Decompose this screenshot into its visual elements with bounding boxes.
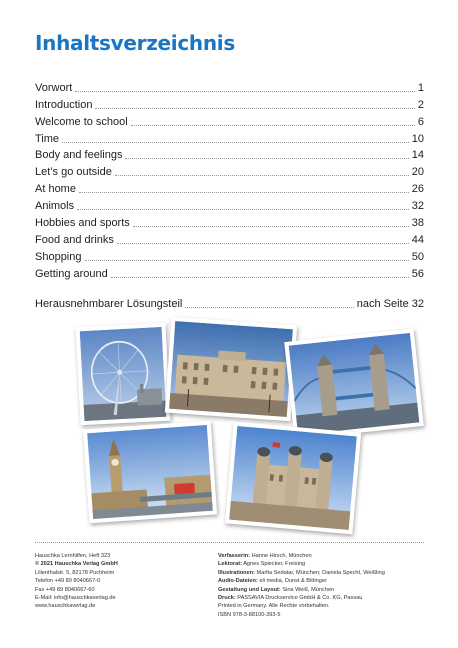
imprint-divider — [35, 542, 424, 543]
toc-row[interactable] — [35, 213, 424, 230]
tower-of-london-photo — [225, 422, 361, 535]
toc-row[interactable] — [35, 162, 424, 179]
toc-row[interactable] — [35, 146, 424, 163]
imprint-line[interactable]: E-Mail: info@hauschkaverlag.de — [35, 595, 116, 602]
toc-page: 14 — [411, 149, 424, 162]
credit-line — [218, 602, 428, 610]
imprint-line: Fax +49 89 8040667-60 — [35, 586, 95, 593]
credit-line — [218, 594, 428, 602]
toc-label: At home — [35, 183, 76, 196]
toc-page: 26 — [411, 183, 424, 196]
toc-row[interactable] — [35, 112, 424, 129]
imprint-line: Hauschka Lernhilfen, Heft 323 — [35, 553, 111, 559]
toc-label: Animols — [35, 200, 75, 213]
toc-label: Introduction — [35, 98, 93, 111]
toc-leader — [62, 141, 409, 143]
toc-row[interactable] — [35, 247, 424, 264]
credit-line — [218, 552, 428, 560]
toc-row[interactable] — [35, 264, 424, 281]
toc-leader — [125, 157, 408, 159]
credit-line — [218, 611, 428, 619]
toc-label: Time — [35, 132, 60, 145]
toc-leader — [75, 90, 415, 92]
toc-leader — [77, 208, 409, 210]
credit-value: PASSAVIA Druckservice GmbH & Co. KG, Passau — [237, 595, 363, 602]
toc-leader — [131, 124, 415, 126]
credit-value: Hanne Hirsch, München — [251, 553, 312, 559]
credit-key: Verfasserin: — [218, 553, 251, 559]
toc-row[interactable] — [35, 230, 424, 247]
credit-key: Gestaltung und Layout: — [218, 586, 281, 593]
solutions-entry — [35, 294, 424, 311]
toc-leader — [95, 107, 414, 109]
toc-label: Getting around — [35, 267, 108, 280]
toc-row[interactable] — [35, 78, 424, 95]
toc-label: Body and feelings — [35, 149, 123, 162]
tower-bridge-photo — [284, 328, 424, 439]
toc-page: 50 — [411, 250, 424, 263]
publisher-imprint — [35, 552, 205, 611]
credits-imprint — [218, 552, 428, 619]
credit-line — [218, 586, 428, 594]
imprint-line: Telefon +49 89 8040667-0 — [35, 578, 101, 585]
page-title: Inhaltsverzeichnis — [35, 31, 235, 55]
imprint-line[interactable]: www.hauschkaverlag.de — [35, 603, 96, 610]
credit-value: eli media, Dunst & Bittinger — [259, 578, 327, 585]
toc-row[interactable] — [35, 179, 424, 196]
toc-page: 20 — [411, 166, 424, 179]
toc-leader — [117, 242, 409, 244]
toc-leader — [133, 225, 409, 227]
toc-label: Vorwort — [35, 81, 73, 94]
credit-value: Agnes Spiecker, Freising — [243, 561, 306, 568]
credit-key: Audio-Dateien: — [218, 578, 258, 585]
credit-value: Printed in Germany. Alle Rechte vorbehalten. — [218, 603, 330, 610]
toc-page: 38 — [411, 217, 424, 230]
toc-row[interactable] — [35, 129, 424, 146]
toc-page: 32 — [411, 200, 424, 213]
credit-key: Druck: — [218, 595, 236, 602]
toc-page: 1 — [417, 81, 424, 94]
toc-page: 2 — [417, 98, 424, 111]
toc-leader — [79, 191, 409, 193]
toc-page: 10 — [411, 132, 424, 145]
toc-row[interactable] — [35, 95, 424, 112]
toc-label: Let’s go outside — [35, 166, 112, 179]
toc-page: nach Seite 32 — [356, 297, 424, 310]
toc-label: Herausnehmbarer Lösungsteil — [35, 297, 183, 310]
toc-row[interactable] — [35, 294, 424, 311]
big-ben-photo — [83, 421, 217, 524]
london-eye-photo — [75, 323, 170, 426]
credit-value: Sina Weiß, München — [282, 586, 335, 593]
credit-key: Illustrationen: — [218, 569, 255, 576]
credit-line — [218, 569, 428, 577]
toc-leader — [115, 174, 409, 176]
toc-label: Shopping — [35, 250, 82, 263]
buckingham-palace-photo — [165, 317, 297, 422]
toc-leader — [111, 276, 409, 278]
credit-line — [218, 560, 428, 568]
toc-label: Food and drinks — [35, 233, 114, 246]
imprint-line: Lilienthalstr. 5, 82178 Puchheim — [35, 569, 115, 576]
credit-line — [218, 577, 428, 585]
toc-leader — [85, 259, 409, 261]
toc-label: Hobbies and sports — [35, 217, 130, 230]
imprint-line: © 2021 Hauschka Verlag GmbH — [35, 561, 118, 568]
toc-page: 56 — [411, 267, 424, 280]
toc-page: 44 — [411, 233, 424, 246]
toc-page: 6 — [417, 115, 424, 128]
credit-value: ISBN 978-3-88100-393-5 — [218, 611, 281, 618]
toc-label: Welcome to school — [35, 115, 128, 128]
credit-value: Marfia Sedatar, München; Daniela Specht, Weißling — [256, 569, 385, 576]
toc-row[interactable] — [35, 196, 424, 213]
table-of-contents — [35, 78, 424, 281]
credit-key: Lektorat: — [218, 561, 242, 568]
toc-leader — [185, 306, 353, 308]
